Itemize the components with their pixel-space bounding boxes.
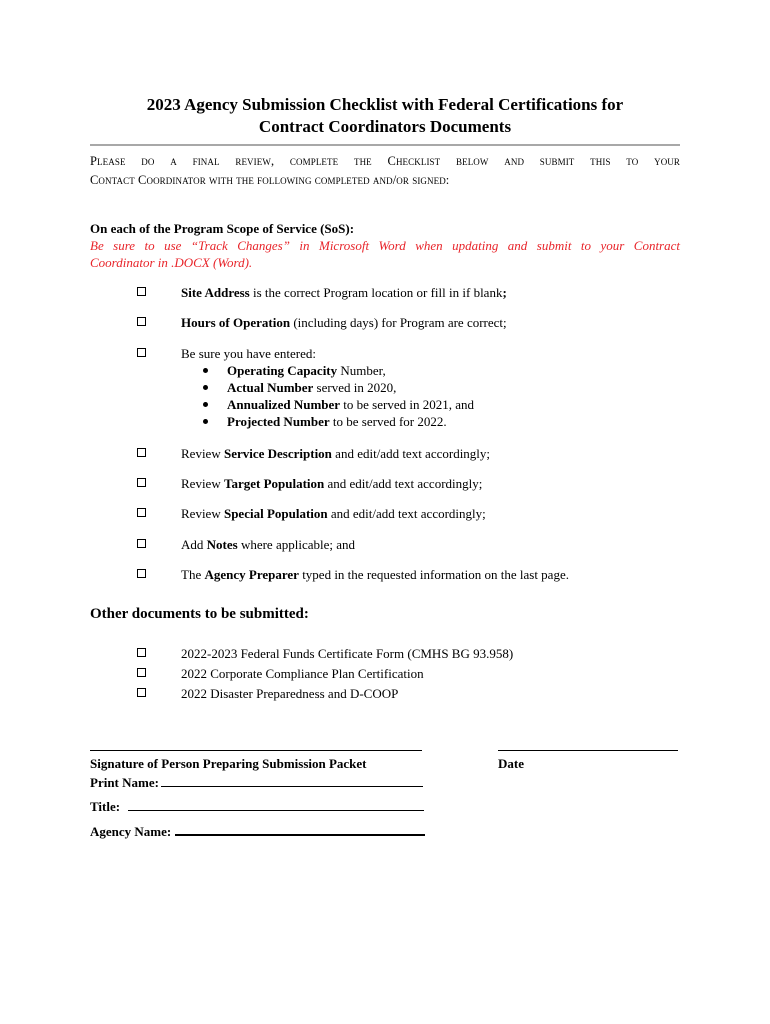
checkbox[interactable] — [137, 348, 146, 357]
signature-line[interactable] — [90, 750, 422, 751]
agency-name-row — [90, 822, 425, 840]
other-documents-heading: Other documents to be submitted: — [90, 606, 309, 622]
bullet-item: Actual Number served in 2020, — [203, 379, 474, 396]
checkbox[interactable] — [137, 478, 146, 487]
print-name-row — [90, 774, 423, 791]
intro-line-2: Contact Coordinator with the following completed and/or signed: — [90, 173, 450, 187]
intro-paragraph — [90, 152, 680, 190]
title-field[interactable] — [128, 798, 424, 811]
sos-note-line-1: Be sure to use “Track Changes” in Microsoft Word when updating and submit to your Contract — [90, 238, 680, 253]
sos-note-line-2: Coordinator in .DOCX (Word). — [90, 255, 253, 270]
bullet-item: Operating Capacity Number, — [203, 362, 474, 379]
date-line[interactable] — [498, 750, 678, 751]
bullet-item: Annualized Number to be served in 2021, and — [203, 396, 474, 413]
sos-track-changes-note — [90, 237, 680, 271]
signature-label: Signature of Person Preparing Submission Packet — [90, 756, 367, 771]
title-rule — [90, 144, 680, 146]
print-name-label: Print Name: — [90, 775, 159, 790]
document-title — [90, 94, 680, 138]
checkbox[interactable] — [137, 668, 146, 677]
checkbox[interactable] — [137, 539, 146, 548]
date-label: Date — [498, 756, 524, 771]
title-field-label: Title: — [90, 799, 121, 814]
sos-heading: On each of the Program Scope of Service (SoS): — [90, 221, 355, 236]
document-page: 2023 Agency Submission Checklist with Federal Certifications for Contract Coordinators Documents Please do a final review, complete the Checklist below and submit this to your Contact Coordinator with the following completed and/or signed: On each of the Program Scope of Service (SoS): Be sure to use “Track Changes” in Microsoft Word when updating and submit to your Contract Coordinator in .DOCX (Word). Site Address is the correct Program location or fill in if blank; Hours of Operation (including days) for Program are correct; Be sure you have entered: Operating Capacity Number, Actual Number served in 2020, Annualized Number to be served in 2021, and Projected Number to be served for 2022. Review Service Description and edit/add text accordingly; Review Target Population and edit/add text accordingly; Review Special Population and edit/add text accordingly; Add Notes where applicable; and The Agency Preparer typed in the requested information on the last page. Other documents to be submitted: 2022-2023 Federal Funds Certificate Form (CMHS BG 93.958) 2022 Corporate Compliance Plan Certification 2022 Disaster Preparedness and D-COOP Signature of Person Preparing Submission Packet Date Print Name: Title: Agency Name: — [90, 95, 680, 839]
checkbox[interactable] — [137, 648, 146, 657]
checkbox[interactable] — [137, 569, 146, 578]
intro-line-1: Please do a final review, complete the Checklist below and submit this to your — [90, 154, 680, 168]
entered-bullet-list — [203, 362, 474, 430]
checkbox[interactable] — [137, 317, 146, 326]
print-name-field[interactable] — [161, 774, 423, 787]
agency-name-label: Agency Name: — [90, 824, 172, 839]
agency-name-field[interactable] — [175, 822, 425, 836]
title-row — [90, 798, 424, 815]
checkbox[interactable] — [137, 448, 146, 457]
checkbox[interactable] — [137, 287, 146, 296]
title-line-1: 2023 Agency Submission Checklist with Federal Certifications for — [146, 95, 624, 114]
bullet-item: Projected Number to be served for 2022. — [203, 413, 474, 430]
checkbox[interactable] — [137, 688, 146, 697]
title-line-2: Contract Coordinators Documents — [258, 117, 512, 136]
checkbox[interactable] — [137, 508, 146, 517]
